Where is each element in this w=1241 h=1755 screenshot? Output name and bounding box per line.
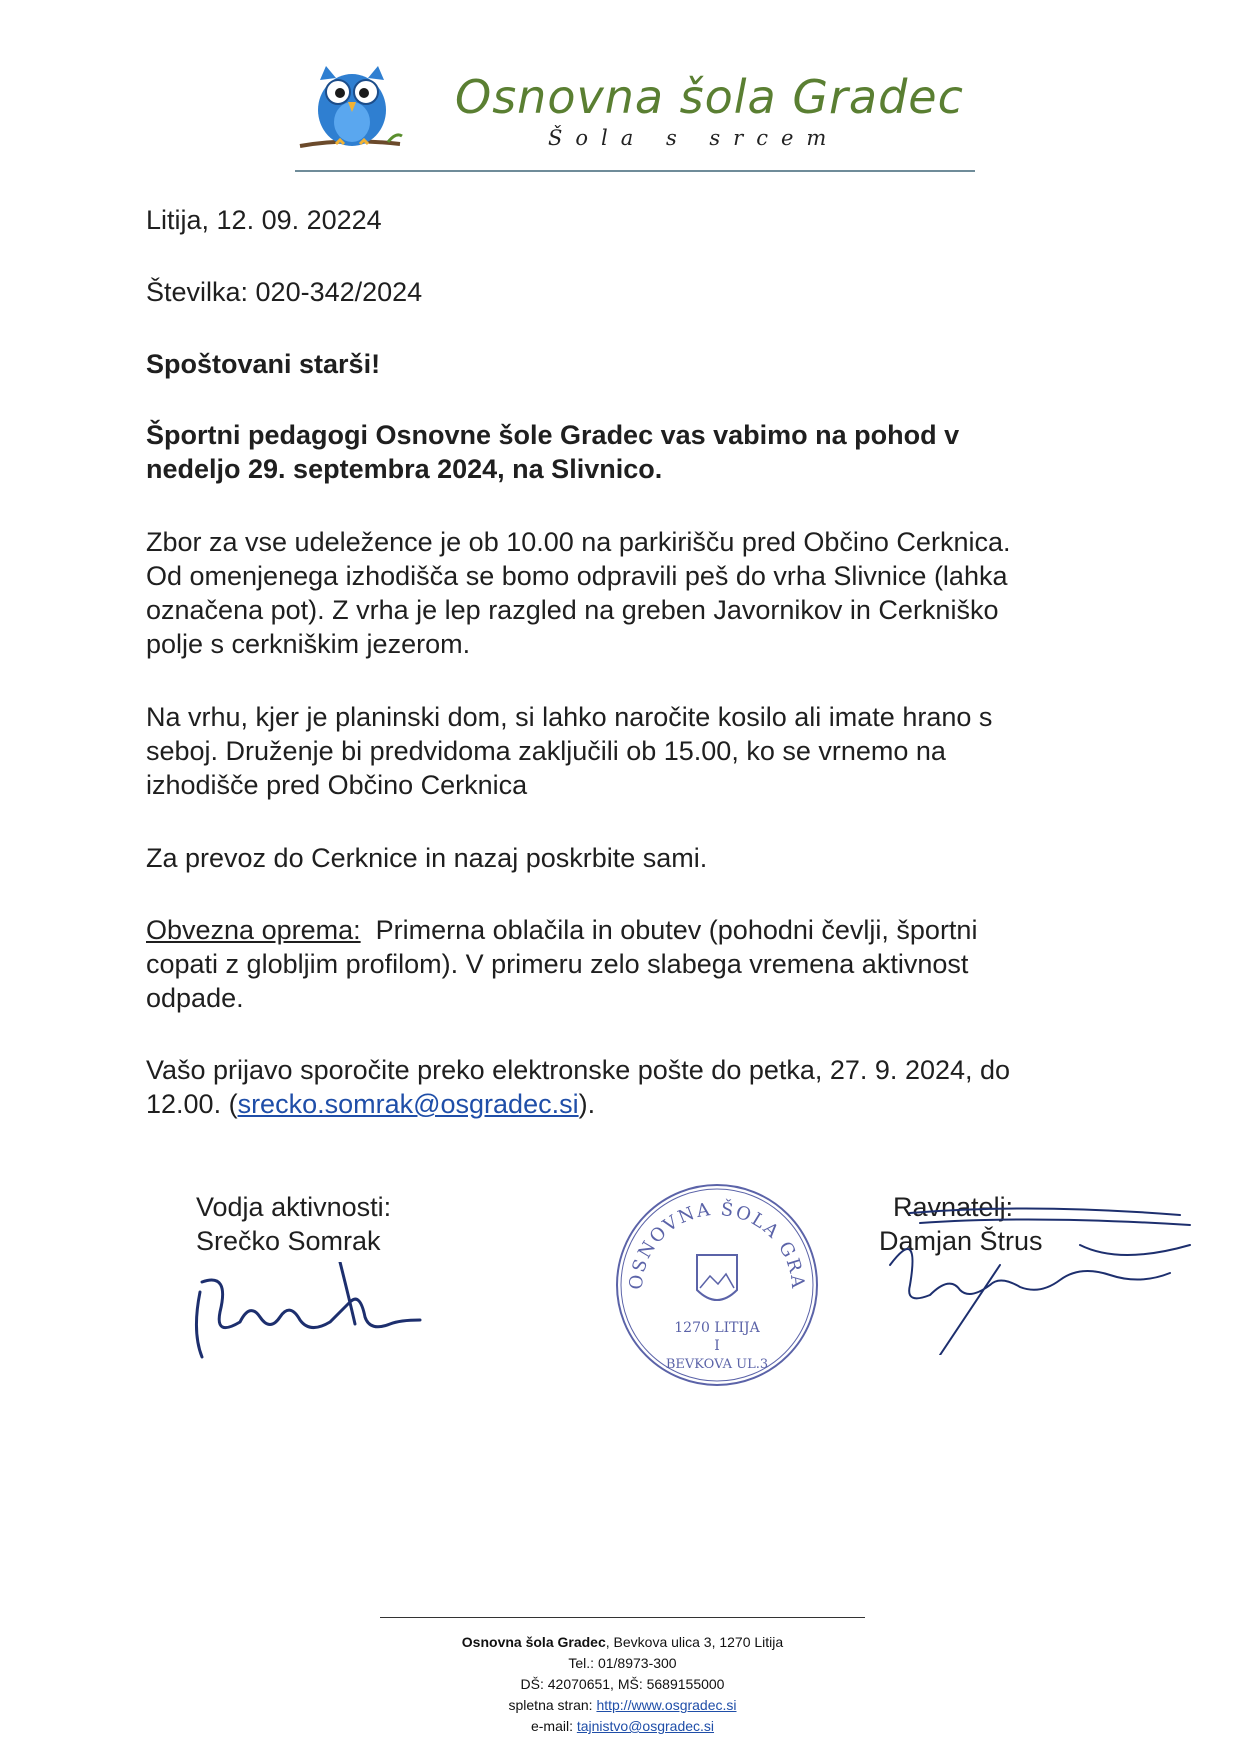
contact-email-link[interactable]: srecko.somrak@osgradec.si (237, 1089, 579, 1119)
letter-salutation: Spoštovani starši! (146, 349, 381, 379)
paragraph-equipment-line-2: copati z globljim profilom). V primeru zelo slabega vremena aktivnost (146, 949, 969, 979)
footer-website (380, 1695, 865, 1716)
footer-email (380, 1716, 865, 1737)
letter-date: Litija, 12. 09. 20224 (146, 205, 382, 235)
paragraph-lunch-line-2: seboj. Druženje bi predvidoma zaključili ob 15.00, ko se vrnemo na (146, 736, 946, 766)
header-divider (295, 170, 975, 172)
paragraph-equipment-line-3: odpade. (146, 983, 244, 1013)
left-signer-name: Srečko Somrak (196, 1226, 381, 1256)
intro-line-2: nedeljo 29. septembra 2024, na Slivnico. (146, 454, 663, 484)
svg-text:OSNOVNA ŠOLA GRADEC (612, 1180, 808, 1291)
footer-website-link[interactable]: http://www.osgradec.si (596, 1697, 737, 1713)
school-stamp-seal (612, 1180, 822, 1390)
paragraph-meeting-line-3: označena pot). Z vrha je lep razgled na greben Javornikov in Cerkniško (146, 595, 999, 625)
letter-number: Številka: 020-342/2024 (146, 277, 423, 307)
right-handwritten-signature (880, 1205, 1210, 1355)
equipment-label: Obvezna oprema: (146, 915, 361, 945)
stamp-number: I (714, 1338, 720, 1354)
equipment-text: Primerna oblačila in obutev (pohodni čevlji, športni (360, 915, 978, 945)
paragraph-lunch-line-3: izhodišče pred Občino Cerknica (146, 770, 528, 800)
stamp-street: BEVKOVA UL.3 (665, 1357, 769, 1372)
paragraph-registration-line-1: Vašo prijavo sporočite preko elektronske pošte do petka, 27. 9. 2024, do (146, 1055, 1011, 1085)
school-name: Osnovna šola Gradec (455, 70, 964, 124)
registration-suffix: ). (578, 1089, 596, 1119)
paragraph-transport: Za prevoz do Cerknice in nazaj poskrbite sami. (146, 843, 708, 873)
paragraph-meeting-line-1: Zbor za vse udeležence je ob 10.00 na parkirišču pred Občino Cerknica. (146, 527, 1011, 557)
footer-school-name: Osnovna šola Gradec (461, 1634, 606, 1650)
owl-logo-icon (296, 58, 408, 158)
right-signer-role: Ravnatelj: (893, 1192, 1014, 1222)
left-signer-role: Vodja aktivnosti: (196, 1192, 392, 1222)
paragraph-meeting-line-2: Od omenjenega izhodišča se bomo odpravili peš do vrha Slivnice (lahka (146, 561, 1008, 591)
registration-prefix: 12.00. ( (146, 1089, 238, 1119)
footer-address (380, 1632, 865, 1653)
footer-divider (380, 1617, 865, 1618)
paragraph-lunch-line-1: Na vrhu, kjer je planinski dom, si lahko naročite kosilo ali imate hrano s (146, 702, 993, 732)
school-motto: Šola s srcem (548, 126, 840, 150)
right-signer-name: Damjan Štrus (879, 1226, 1043, 1256)
paragraph-registration-line-2 (146, 1087, 595, 1121)
left-signature-block (196, 1190, 391, 1258)
footer-email-label: e-mail: (530, 1718, 577, 1734)
footer-ids: DŠ: 42070651, MŠ: 5689155000 (520, 1676, 725, 1692)
stamp-city: 1270 LITIJA (674, 1320, 760, 1336)
paragraph-meeting-line-4: polje s cerkniškim jezerom. (146, 629, 471, 659)
paragraph-equipment-line-1 (146, 913, 977, 947)
intro-line-1: Športni pedagogi Osnovne šole Gradec vas vabimo na pohod v (146, 420, 960, 450)
left-handwritten-signature (190, 1262, 430, 1372)
footer-address-text: , Bevkova ulica 3, 1270 Litija (605, 1634, 784, 1650)
footer-email-link[interactable]: tajnistvo@osgradec.si (576, 1718, 715, 1734)
stamp-name: OSNOVNA ŠOLA GRA (625, 1198, 809, 1291)
footer-website-label: spletna stran: (508, 1697, 597, 1713)
footer-phone: Tel.: 01/8973-300 (568, 1655, 677, 1671)
